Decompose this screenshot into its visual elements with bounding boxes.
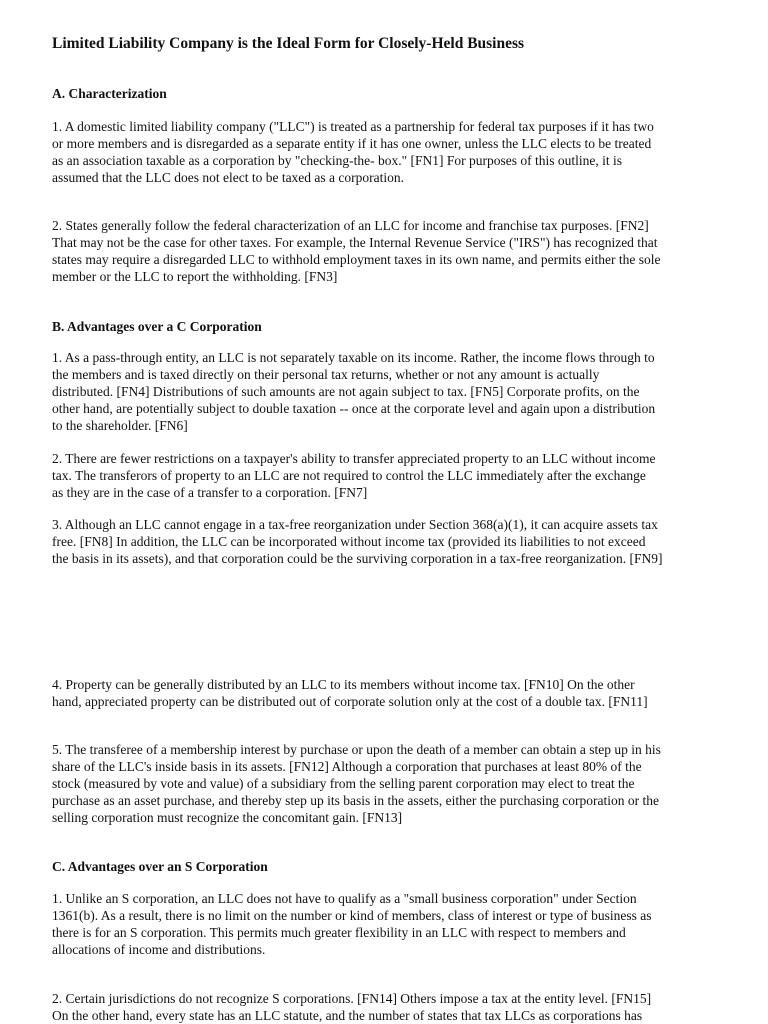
paragraph-line: 1361(b). As a result, there is no limit on the number or kind of members, class of interest or type of business as (52, 908, 652, 923)
paragraph-line: 4. Property can be generally distributed by an LLC to its members without income tax. [FN10] On the other (52, 677, 635, 692)
paragraph-line: distributed. [FN4] Distributions of such amounts are not again subject to tax. [FN5] Corporate profits, on the (52, 384, 640, 399)
paragraph-line: allocations of income and distributions. (52, 942, 266, 957)
paragraph-line: 1. Unlike an S corporation, an LLC does not have to qualify as a "small business corporation" under Section (52, 891, 637, 906)
paragraph-c1 (52, 890, 732, 958)
paragraph-line: On the other hand, every state has an LLC statute, and the number of states that tax LLCs as corporations has (52, 1008, 643, 1023)
paragraph-line: selling corporation must recognize the concomitant gain. [FN13] (52, 810, 403, 825)
paragraph-b3 (52, 516, 732, 567)
paragraph-line: the basis in its assets), and that corporation could be the surviving corporation in a tax-free reorganization. [FN9] (52, 551, 663, 566)
section-heading-b: B. Advantages over a C Corporation (52, 319, 262, 334)
paragraph-b1 (52, 349, 732, 434)
paragraph-a2 (52, 217, 732, 285)
paragraph-line: 3. Although an LLC cannot engage in a tax-free reorganization under Section 368(a)(1), it can acquire assets tax (52, 517, 658, 532)
paragraph-b4 (52, 676, 732, 710)
paragraph-line: or more members and is disregarded as a separate entity if it has one owner, unless the LLC elects to be treated (52, 136, 652, 151)
paragraph-line: free. [FN8] In addition, the LLC can be incorporated without income tax (provided its liabilities to not exceed (52, 534, 646, 549)
paragraph-line: other hand, are potentially subject to double taxation -- once at the corporate level and again upon a distribution (52, 401, 656, 416)
paragraph-line: That may not be the case for other taxes. For example, the Internal Revenue Service ("IRS") has recognized that (52, 235, 658, 250)
paragraph-line: 2. States generally follow the federal characterization of an LLC for income and franchise tax purposes. [FN2] (52, 218, 649, 233)
paragraph-line: 1. A domestic limited liability company ("LLC") is treated as a partnership for federal tax purposes if it has two (52, 119, 654, 134)
paragraph-line: the members and is taxed directly on their personal tax returns, whether or not any amount is actually (52, 367, 600, 382)
paragraph-b2 (52, 450, 732, 501)
paragraph-line: to the shareholder. [FN6] (52, 418, 188, 433)
paragraph-line: there is for an S corporation. This permits much greater flexibility in an LLC with respect to members and (52, 925, 626, 940)
paragraph-line: hand, appreciated property can be distributed out of corporate solution only at the cost of a double tax. [FN11] (52, 694, 648, 709)
paragraph-line: as they are in the case of a transfer to a corporation. [FN7] (52, 485, 368, 500)
section-heading-a: A. Characterization (52, 86, 167, 101)
paragraph-a1 (52, 118, 732, 186)
paragraph-line: 2. There are fewer restrictions on a taxpayer's ability to transfer appreciated property to an LLC without income (52, 451, 656, 466)
document-title: Limited Liability Company is the Ideal Form for Closely-Held Business (52, 35, 525, 52)
paragraph-line: 2. Certain jurisdictions do not recognize S corporations. [FN14] Others impose a tax at the entity level. [FN15] (52, 991, 652, 1006)
paragraph-line: assumed that the LLC does not elect to be taxed as a corporation. (52, 170, 405, 185)
paragraph-b5 (52, 741, 732, 826)
paragraph-line: share of the LLC's inside basis in its assets. [FN12] Although a corporation that purchases at least 80% of the (52, 759, 642, 774)
paragraph-line: 1. As a pass-through entity, an LLC is not separately taxable on its income. Rather, the income flows through to (52, 350, 655, 365)
paragraph-line: stock (measured by vote and value) of a subsidiary from the selling parent corporation may elect to treat the (52, 776, 635, 791)
paragraph-line: as an association taxable as a corporation by "checking-the- box." [FN1] For purposes of this outline, it is (52, 153, 623, 168)
section-heading-c: C. Advantages over an S Corporation (52, 859, 268, 874)
paragraph-line: member or the LLC to report the withholding. [FN3] (52, 269, 338, 284)
paragraph-c2 (52, 990, 732, 1024)
paragraph-line: 5. The transferee of a membership interest by purchase or upon the death of a member can obtain a step up in his (52, 742, 661, 757)
paragraph-line: states may require a disregarded LLC to withhold employment taxes in its own name, and permits either the sole (52, 252, 661, 267)
paragraph-line: purchase as an asset purchase, and thereby step up its basis in the assets, either the purchasing corporation or the (52, 793, 659, 808)
paragraph-line: tax. The transferors of property to an LLC are not required to control the LLC immediately after the exchange (52, 468, 646, 483)
